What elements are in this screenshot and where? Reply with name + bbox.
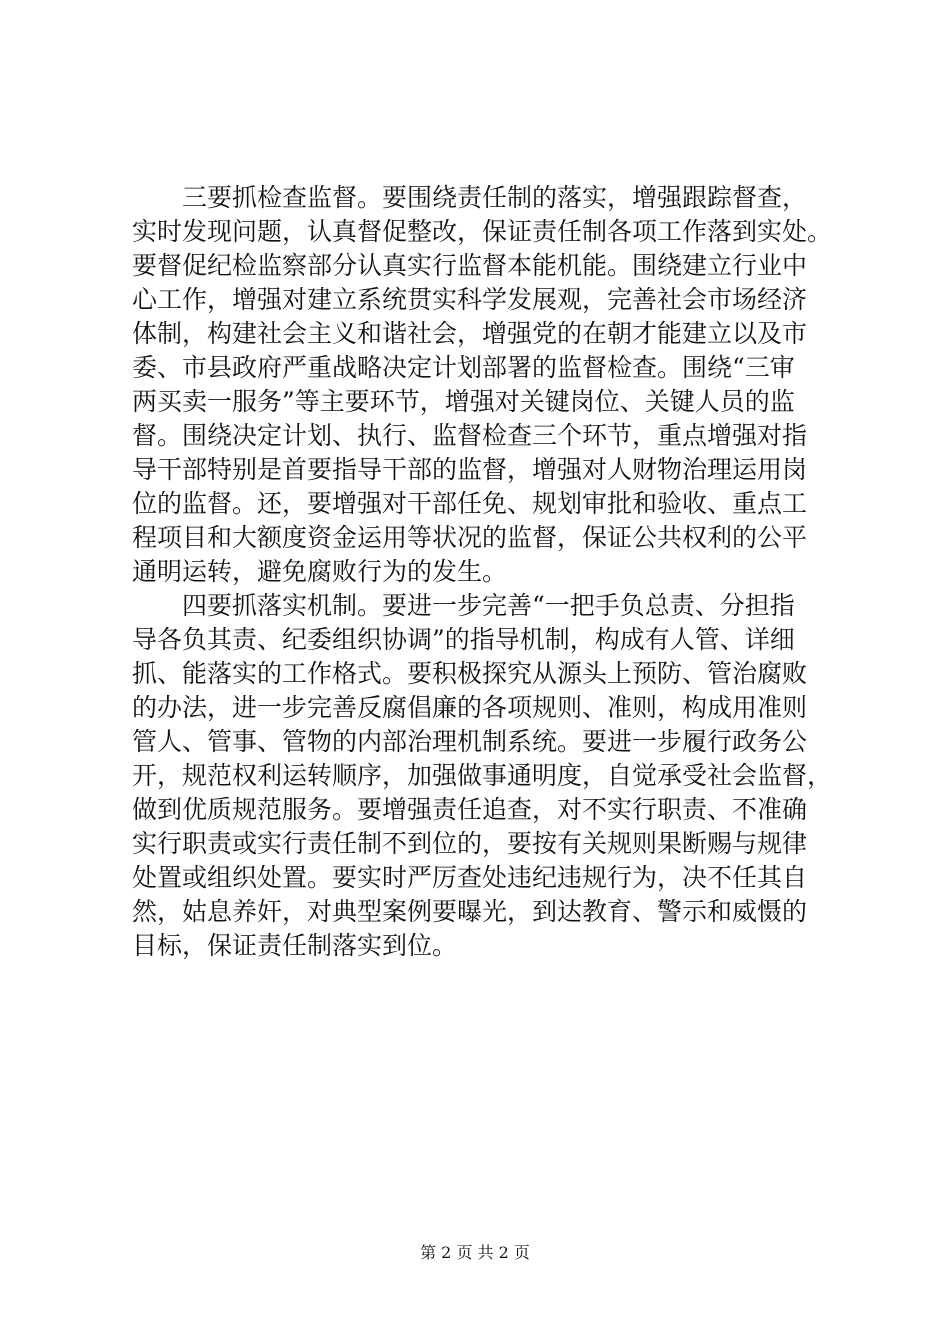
text-line: 导干部特别是首要指导干部的监督，增强对人财物治理运用岗 bbox=[132, 455, 808, 484]
text-line: 的办法，进一步完善反腐倡廉的各项规则、准则，构成用准则 bbox=[132, 693, 808, 722]
text-line: 体制，构建社会主义和谐社会，增强党的在朝才能建立以及市 bbox=[132, 319, 808, 348]
document-body bbox=[132, 181, 832, 963]
text-line: 目标，保证责任制落实到位。 bbox=[132, 931, 458, 960]
text-line: 然，姑息养奸，对典型案例要曝光，到达教育、警示和威慑的 bbox=[132, 897, 808, 926]
text-line: 导各负其责、纪委组织协调”的指导机制，构成有人管、详细 bbox=[132, 625, 795, 654]
text-line: 位的监督。还，要增强对干部任免、规划审批和验收、重点工 bbox=[132, 489, 808, 518]
page-footer: 第 2 页 共 2 页 bbox=[420, 1243, 530, 1262]
text-line: 三要抓检查监督。要围绕责任制的落实，增强跟踪督查， bbox=[182, 183, 808, 212]
text-line: 通明运转，避免腐败行为的发生。 bbox=[132, 557, 508, 586]
text-line: 抓、能落实的工作格式。要积极探究从源头上预防、管治腐败 bbox=[132, 659, 808, 688]
text-line: 实时发现问题，认真督促整改，保证责任制各项工作落到实处。 bbox=[132, 217, 833, 246]
text-line: 督。围绕决定计划、执行、监督检查三个环节，重点增强对指 bbox=[132, 421, 808, 450]
text-line: 实行职责或实行责任制不到位的，要按有关规则果断赐与规律 bbox=[132, 829, 808, 858]
text-line: 管人、管事、管物的内部治理机制系统。要进一步履行政务公 bbox=[132, 727, 808, 756]
text-line: 程项目和大额度资金运用等状况的监督，保证公共权利的公平 bbox=[132, 523, 808, 552]
text-line: 开，规范权利运转顺序，加强做事通明度，自觉承受社会监督， bbox=[132, 761, 833, 790]
text-line: 委、市县政府严重战略决定计划部署的监督检查。围绕“三审 bbox=[132, 353, 795, 382]
text-line: 心工作，增强对建立系统贯实科学发展观，完善社会市场经济 bbox=[132, 285, 808, 314]
text-line: 两买卖一服务”等主要环节，增强对关键岗位、关键人员的监 bbox=[132, 387, 795, 416]
text-line: 做到优质规范服务。要增强责任追查，对不实行职责、不准确 bbox=[132, 795, 808, 824]
text-line: 四要抓落实机制。要进一步完善“一把手负总责、分担指 bbox=[182, 591, 795, 620]
text-line: 要督促纪检监察部分认真实行监督本能机能。围绕建立行业中 bbox=[132, 251, 808, 280]
text-line: 处置或组织处置。要实时严厉查处违纪违规行为，决不任其自 bbox=[132, 863, 808, 892]
